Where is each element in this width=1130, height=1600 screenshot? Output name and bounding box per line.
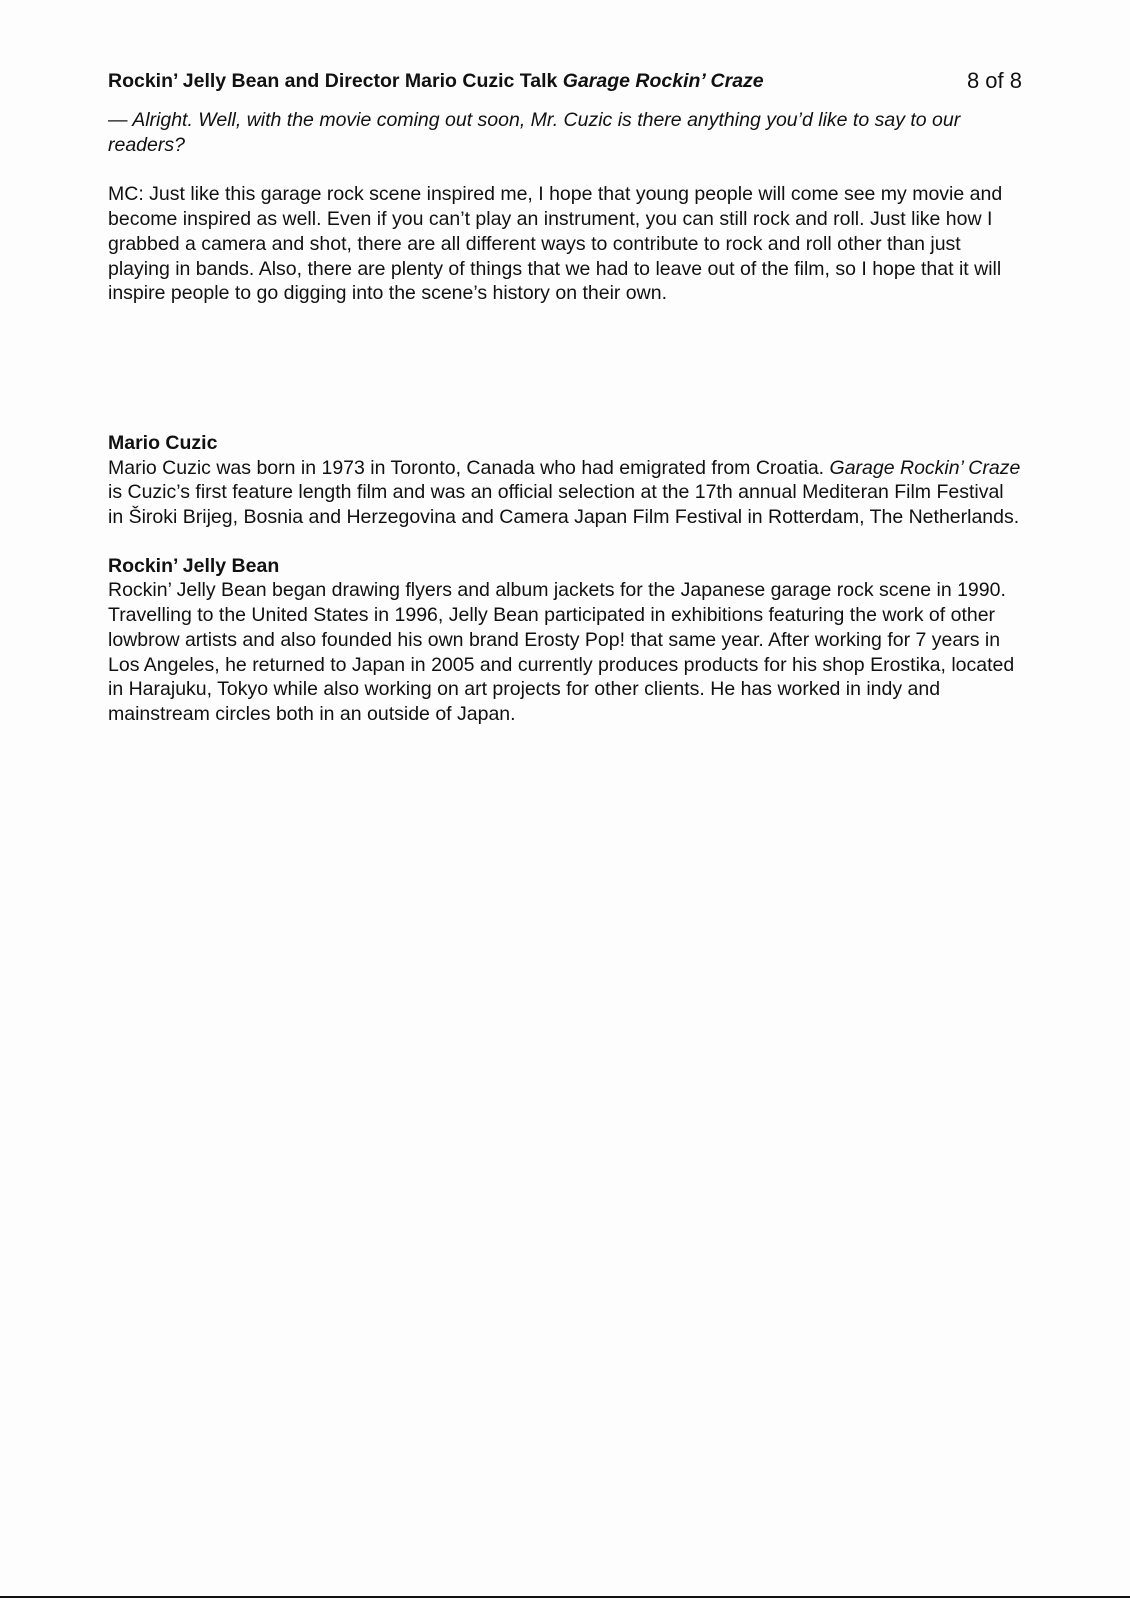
page-header <box>108 66 1022 96</box>
bio-text-part-1: Mario Cuzic was born in 1973 in Toronto, Canada who had emigrated from Croatia. <box>108 456 830 479</box>
bio-heading-mario-cuzic: Mario Cuzic <box>108 431 218 454</box>
bio-text-mario-cuzic <box>108 456 1022 530</box>
bio-film-title: Garage Rockin’ Craze <box>829 456 1021 479</box>
bio-text-rockin-jelly-bean: Rockin’ Jelly Bean began drawing flyers and album jackets for the Japanese garage rock scene in 1990. Travelling to the United States in 1996, Jelly Bean participated in exhibitions featuring the work of other lowbrow artists and also founded his own brand Erosty Pop! that same year. After working for 7 years in Los Angeles, he returned to Japan in 2005 and currently produces products for his shop Erostika, located in Harajuku, Tokyo while also working on art projects for other clients. He has worked in indy and mainstream circles both in an outside of Japan. <box>108 579 1015 725</box>
document-page <box>108 66 1022 727</box>
bio-rockin-jelly-bean <box>108 554 1022 727</box>
article-title <box>108 70 764 92</box>
film-title: Garage Rockin’ Craze <box>562 70 764 92</box>
bio-text-part-2: is Cuzic’s first feature length film and was an official selection at the 17th annual Mediteran Film Festival in Široki Brijeg, Bosnia and Herzegovina and Camera Japan Film Festival in Rotterdam, The Netherlands. <box>108 481 1020 529</box>
bio-heading-rockin-jelly-bean: Rockin’ Jelly Bean <box>108 554 280 577</box>
bottom-divider <box>0 1596 1130 1598</box>
page-number: 8 of 8 <box>966 68 1022 93</box>
bio-mario-cuzic <box>108 431 1022 530</box>
interview-question: — Alright. Well, with the movie coming out soon, Mr. Cuzic is there anything you’d like to say to our readers? <box>108 109 961 156</box>
article-title-prefix: Rockin’ Jelly Bean and Director Mario Cuzic Talk <box>108 70 563 92</box>
interview-answer: MC: Just like this garage rock scene inspired me, I hope that young people will come see my movie and become inspired as well. Even if you can’t play an instrument, you can still rock and roll. Just like how I grabbed a camera and shot, there are all different ways to contribute to rock and roll other than just playing in bands. Also, there are plenty of things that we had to leave out of the film, so I hope that it will inspire people to go digging into the scene’s history on their own. <box>108 183 1003 305</box>
